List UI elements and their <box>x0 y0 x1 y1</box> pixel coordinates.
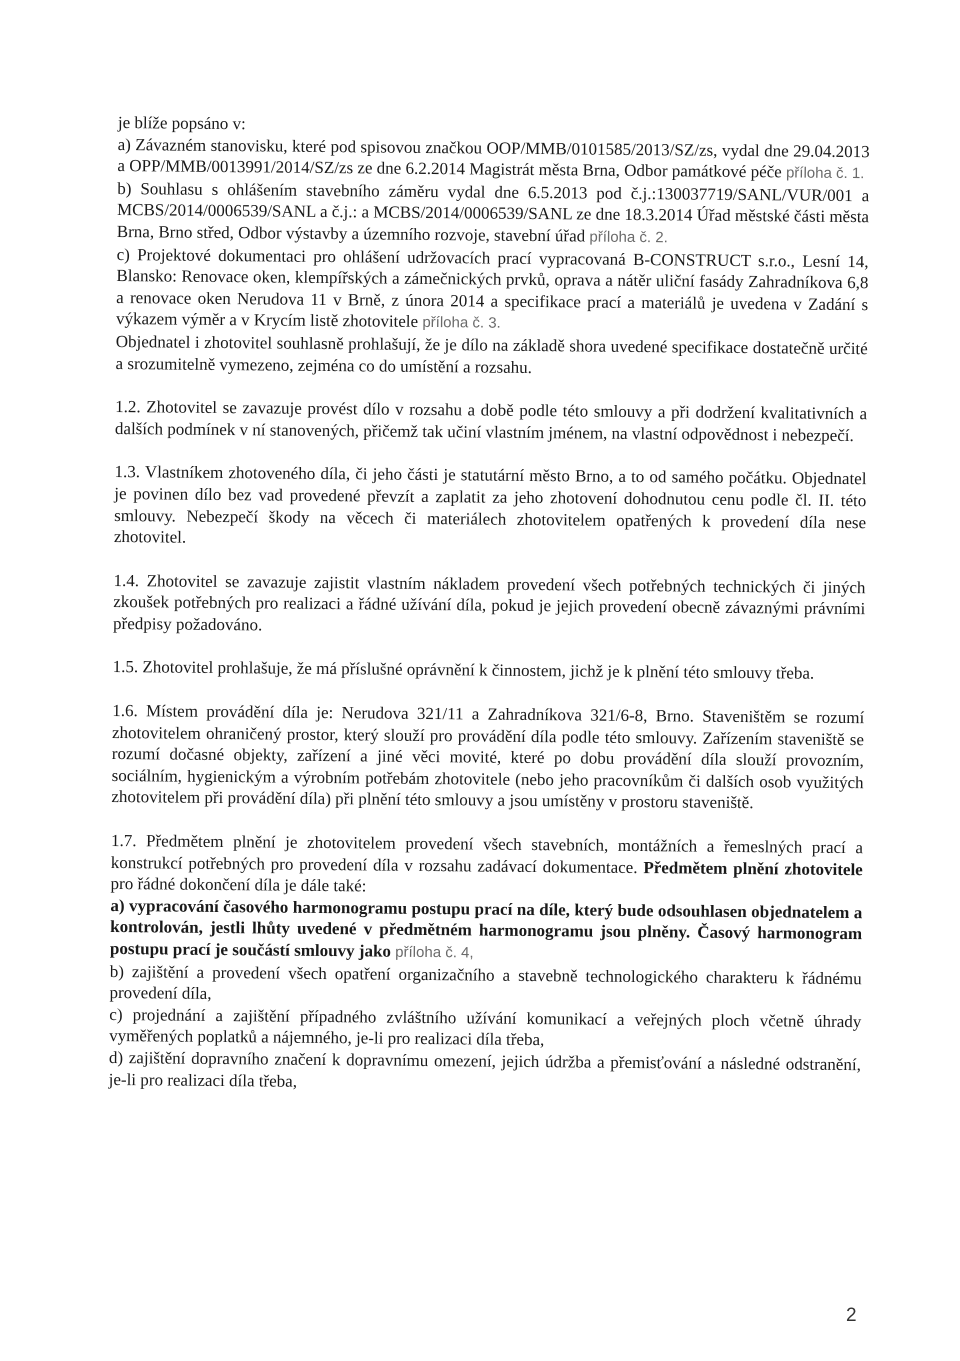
s17-item-a <box>110 895 863 968</box>
section-text: Zhotovitel se zavazuje zajistit vlastním nákladem provedení všech potřebných technických či jiných zkoušek potřebných pro realizaci a řádné užívání díla, pokud je jejich provedení obecně závaznými právními předpisy požadováno. <box>113 570 866 635</box>
s17-item-c: c) projednání a zajištění případného zvláštního užívání komunikací a veřejných ploch včetně úhrady vyměřených poplatků a nájemného, je-li pro realizaci díla třeba, <box>109 1004 862 1050</box>
document-body <box>109 112 870 1097</box>
s17-item-a-attachment-ref: příloha č. 4, <box>395 943 474 962</box>
section-text: Předmětem plnění je zhotovitelem provedení všech stavebních, montážních a řemeslných prací a konstrukcí potřebných pro provedení díla v rozsahu zadávací dokumentace. <box>110 831 864 877</box>
item-b <box>117 178 870 251</box>
section-text: Zhotovitel se zavazuje provést dílo v rozsahu a době podle této smlouvy a při dodržení kvalitativních a dalších podmínek v ní stanovených, přičemž tak učiní vlastním jménem, na vlastní odpovědnost i nebezpečí. <box>114 397 868 445</box>
section-lead-tail: pro řádné dokončení díla je dále také: <box>110 874 367 896</box>
item-a <box>117 134 869 185</box>
section-number: 1.3. <box>114 462 141 482</box>
section-bold-lead: Předmětem plnění zhotovitele <box>643 857 863 879</box>
item-b-text: b) Souhlasu s ohlášením stavebního záměru vydal dne 6.5.2013 pod č.j.:130037719/SANL/VUR/001 a MCBS/2014/0006539/SANL a č.j.: a MCBS/2014/0006539/SANL ze dne 18.3.2014 Úřad městské části města Brna, Brno střed, Odbor výstavby a územního rozvoje, stavební úřad <box>116 178 870 246</box>
section-1-3 <box>114 461 867 555</box>
section-1-6 <box>111 700 864 815</box>
item-c-text: c) Projektové dokumentaci pro ohlášení udržovacích prací vypracovaná B-CONSTRUCT s.r.o., Lesní 14, Blansko: Renovace oken, klempířských a zámečnických prvků, oprava a nátěr uliční fasády Zahradníkova 6,8 a renovace oken Nerudova 11 v Brně, z února 2014 a specifikace prací a materiálů je uvedena v Zadání s výkazem výměr a v Krycím listě zhotovitele <box>115 244 869 332</box>
section-text: Zhotovitel prohlašuje, že má příslušné oprávnění k činnostem, jichž je k plnění této smlouvy třeba. <box>142 657 815 684</box>
section-text: Vlastníkem zhotoveného díla, či jeho části je statutární město Brno, a to od samého počátku. Objednatel je povinen dílo bez vad provedené převzít a zaplatit za jeho zhotovení dohodnutou cenu podle čl. II. této smlouvy. Nebezpečí škody na věcech či materiálech zhotovitelem opatřených k provedení díla nese zhotovitel. <box>113 462 867 547</box>
section-1-4 <box>113 570 866 642</box>
s17-item-a-text: a) vypracování časového harmonogramu postupu prací na díle, který bude odsouhlasen objednatelem a kontrolován, jestli lhůty uvedené v předmětném harmonogramu jsou plněny. Časový harmonogram postupu prací je součástí smlouvy jako <box>109 895 863 961</box>
s17-item-d: d) zajištění dopravního značení k dopravnímu omezení, jejich údržba a přemisťování a následné odstranění, je-li pro realizaci díla třeba, <box>108 1047 861 1091</box>
section-1-7 <box>110 830 863 902</box>
item-c-attachment-ref: příloha č. 3. <box>422 314 501 333</box>
item-c-tail: Objednatel i zhotovitel souhlasně prohlašují, že je dílo na základě shora uvedené specifikace dostatečně určité a srozumitelně vymezeno, zejména co do umístění a rozsahu. <box>115 331 868 377</box>
section-1-2 <box>115 396 867 446</box>
item-b-attachment-ref: příloha č. 2. <box>589 228 668 247</box>
item-c <box>116 244 869 339</box>
section-number: 1.6. <box>112 701 138 721</box>
section-number: 1.7. <box>110 830 137 851</box>
section-text: Místem provádění díla je: Nerudova 321/11 a Zahradníkova 321/6-8, Brno. Staveništěm se rozumí zhotovitelem ohraničený prostor, který slouží pro provádění díla podle této smlouvy. Zařízením staveniště se rozumí dočasné objekty, zařízení a jiné věci movité, které po dobu provádění díla slouží provozním, sociálním, hygienickým a výrobním potřebám zhotovitele (nebo jeho pracovníkům či dalších osob využitých zhotovitelem při provádění díla) při plnění této smlouvy a jsou umístěny v prostoru staveniště. <box>111 701 865 813</box>
intro-line: je blíže popsáno v: <box>117 112 246 134</box>
section-number: 1.4. <box>113 570 140 590</box>
section-number: 1.5. <box>112 657 139 677</box>
section-number: 1.2. <box>115 397 141 417</box>
s17-item-b: b) zajištění a provedení všech opatření organizačního a stavebně technologického charakteru k řádnému provedení díla, <box>109 961 862 1004</box>
item-a-text: a) Závazném stanovisku, které pod spisovou značkou OOP/MMB/0101585/2013/SZ/zs, vydal dne 29.04.2013 a OPP/MMB/0013991/2014/SZ/zs ze dne 6.2.2014 Magistrát města Brna, Odbor památkové péče <box>117 134 870 182</box>
page-number: 2 <box>846 1305 857 1326</box>
item-a-attachment-ref: příloha č. 1. <box>785 164 865 183</box>
